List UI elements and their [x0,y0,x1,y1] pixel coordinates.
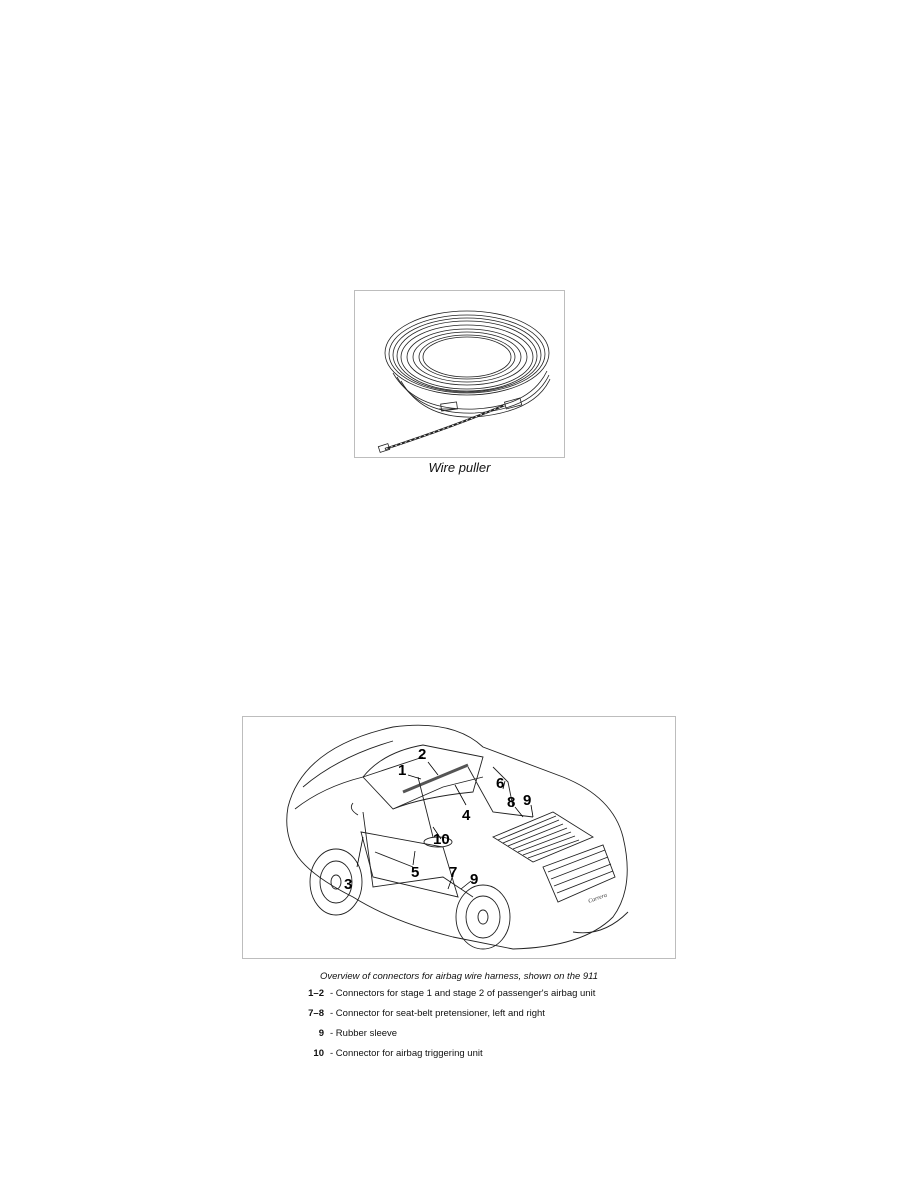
callout-7: 7 [449,864,458,881]
legend-row [300,1008,545,1019]
carrera-badge: Carrera [587,892,608,905]
callout-5: 5 [411,864,420,881]
legend-text: - Connector for airbag triggering unit [330,1048,483,1059]
legend-key: 1–2 [308,988,324,999]
callout-9-side: 9 [470,871,479,888]
wire-puller-caption: Wire puller [428,460,491,475]
legend-key: 10 [313,1048,324,1059]
legend-text: - Connectors for stage 1 and stage 2 of passenger's airbag unit [330,988,596,999]
wire-puller-illustration [355,291,564,457]
callout-3: 3 [344,876,353,893]
legend-key: 7–8 [308,1008,324,1019]
legend-key: 9 [318,1028,324,1039]
car-overview-figure [242,716,676,959]
callout-10: 10 [433,831,450,848]
wire-puller-figure [354,290,565,458]
callout-2: 2 [418,746,427,763]
callout-9-rear: 9 [523,792,532,809]
car-overview-caption: Overview of connectors for airbag wire harness, shown on the 911 [319,971,599,982]
legend-text: - Rubber sleeve [330,1028,398,1039]
callout-4: 4 [462,807,471,824]
legend-text: - Connector for seat-belt pretensioner, left and right [330,1008,545,1019]
callout-1: 1 [398,762,407,779]
legend-row [300,988,595,999]
callout-6: 6 [496,775,505,792]
callout-8: 8 [507,794,516,811]
legend-row [300,1028,397,1039]
car-airbag-harness-illustration [243,717,675,958]
legend-row [300,1048,483,1059]
